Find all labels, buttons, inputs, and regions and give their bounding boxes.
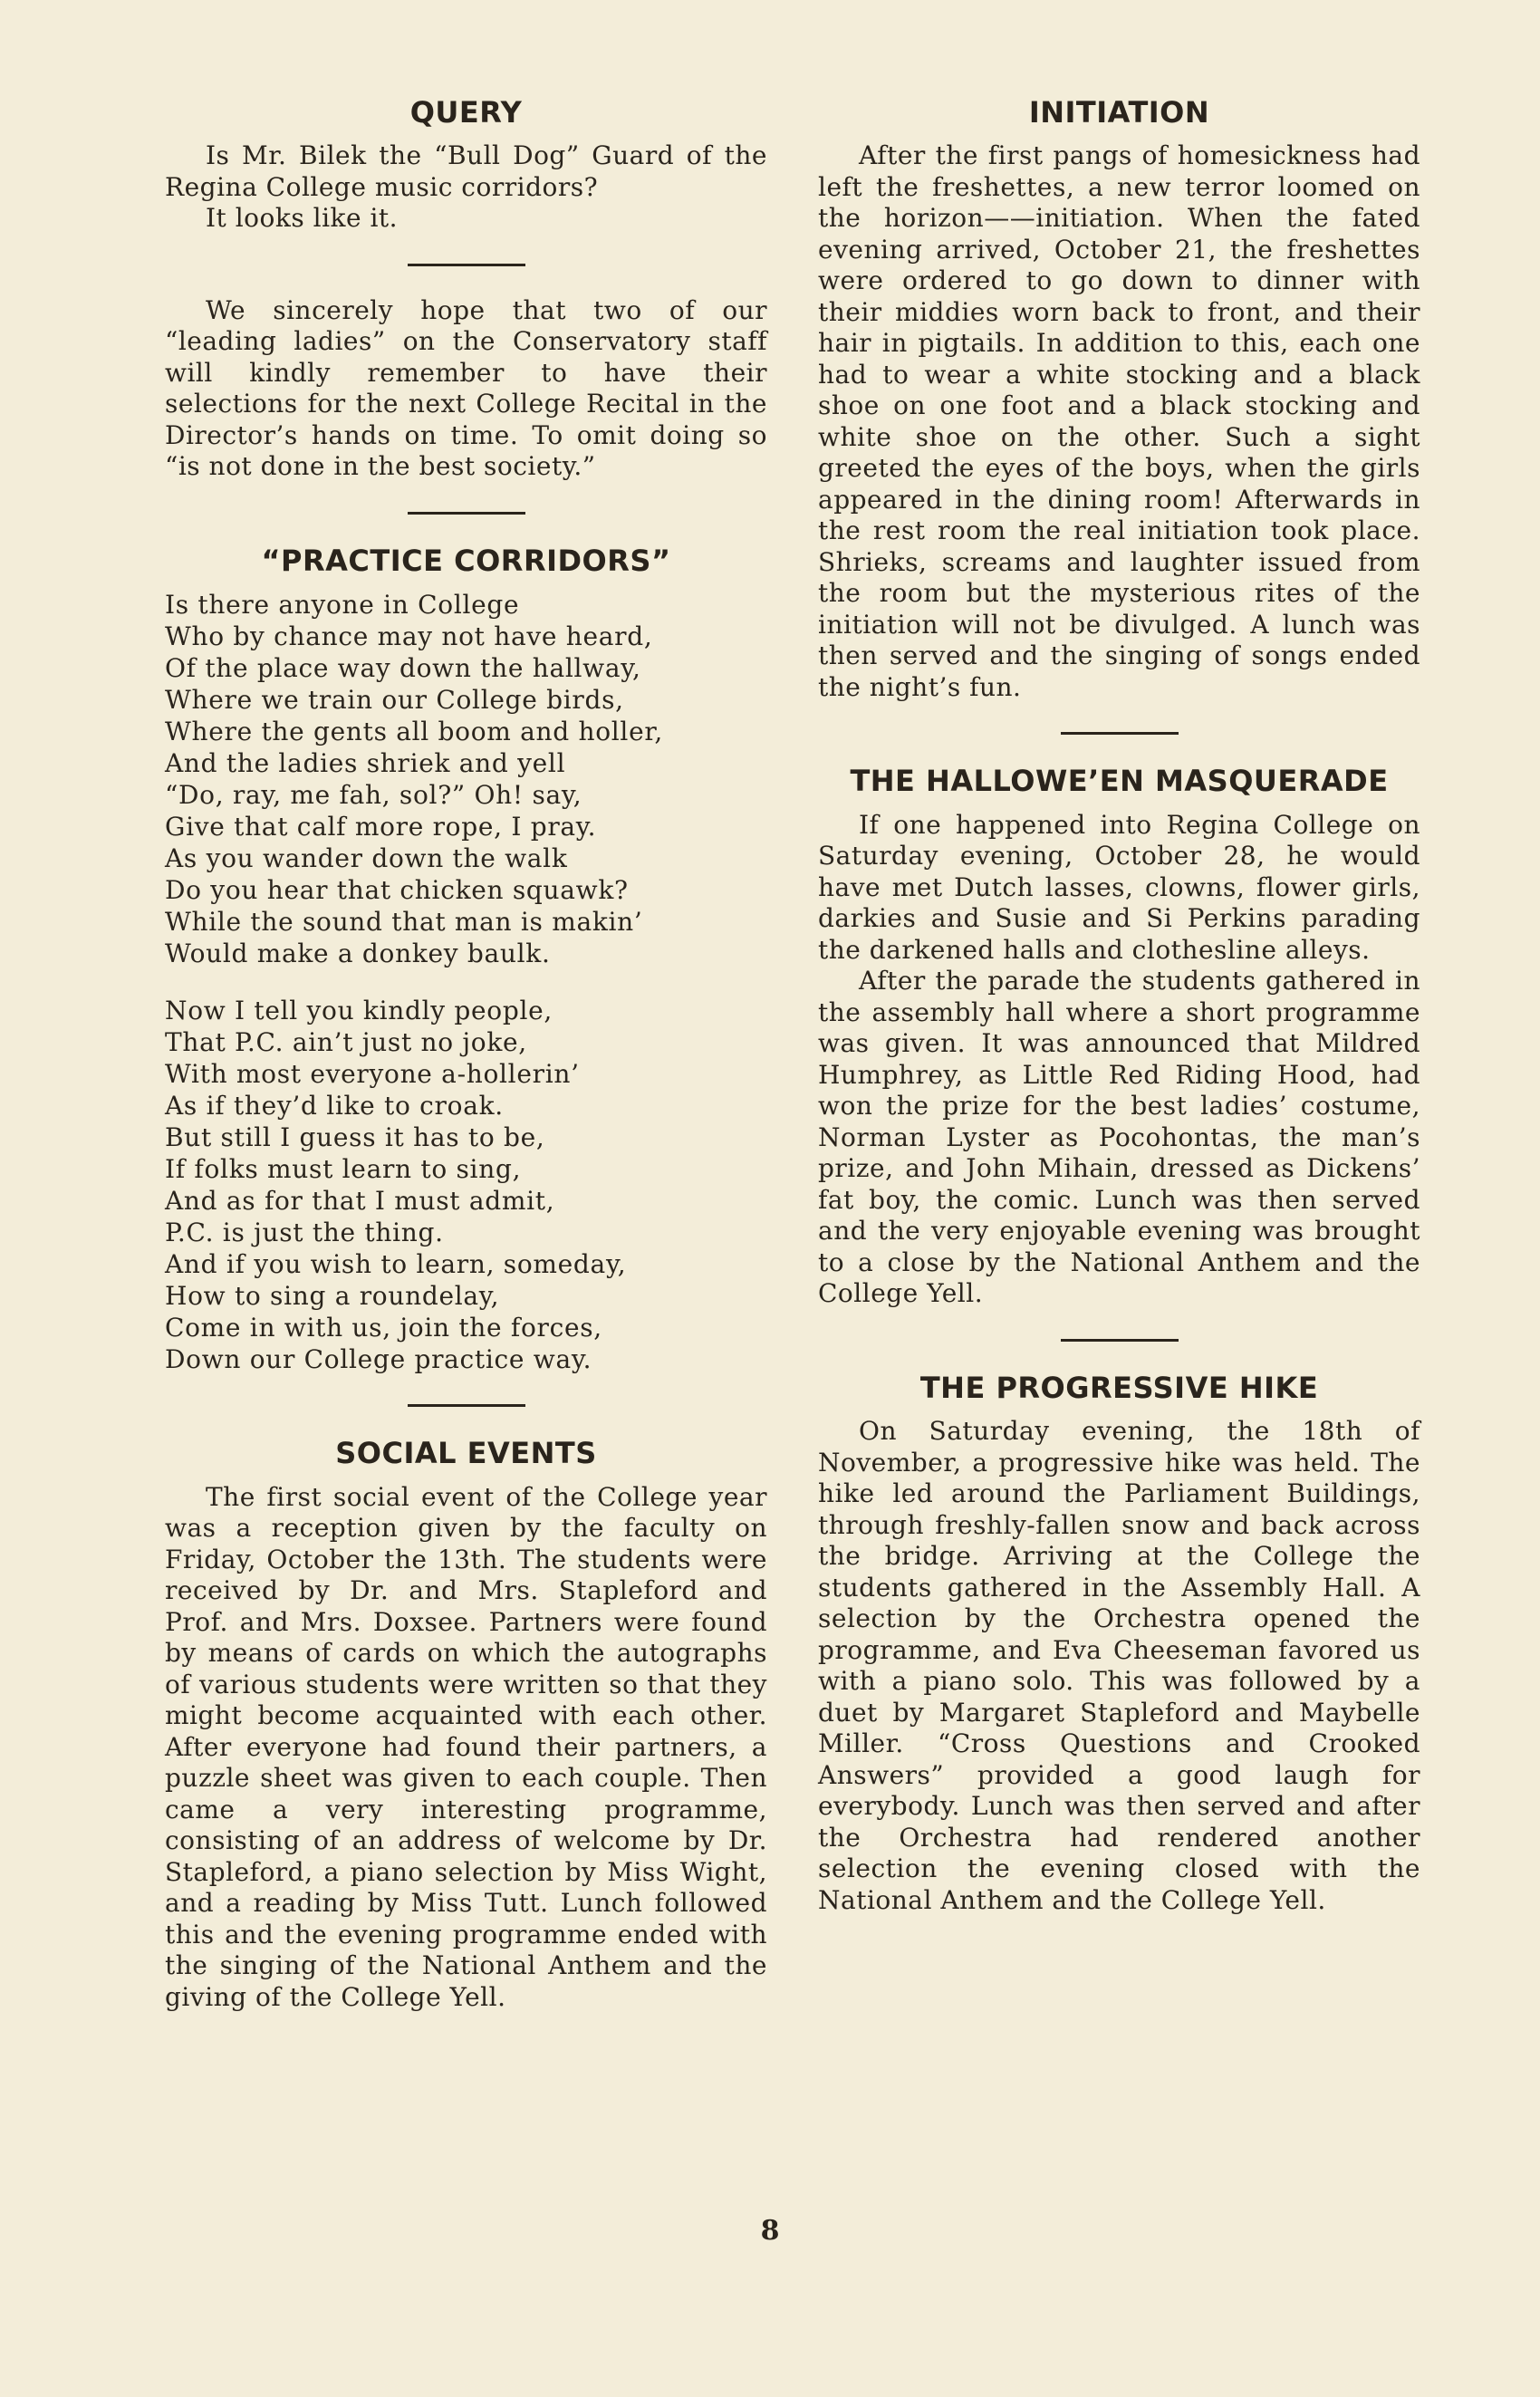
query-question: Is Mr. Bilek the “Bull Dog” Guard of the Regina College music corridors? — [165, 140, 767, 202]
section-divider — [1061, 1339, 1179, 1342]
poem-line: Would make a donkey baulk. — [165, 939, 551, 969]
poem-line: That P.C. ain’t just no joke, — [165, 1027, 527, 1058]
poem-line: Do you hear that chicken squawk? — [165, 875, 629, 906]
query-title: QUERY — [409, 95, 523, 130]
notice-section — [165, 295, 767, 483]
poem-line: Of the place way down the hallway, — [165, 653, 641, 684]
social-events-title: SOCIAL EVENTS — [335, 1436, 597, 1471]
initiation-section — [818, 95, 1420, 703]
social-events-paragraph: The first social event of the College year was a reception given by the faculty on Friday, October the 13th. The students were received by Dr. and Mrs. Stapleford and Prof. and Mrs. Doxsee. Partners were found by means of cards on which the autographs of various students were written so that they might become acquainted with each other. After everyone had found their partners, a puzzle sheet was given to each couple. Then came a very interesting programme, consisting of an address of welcome by Dr. Stapleford, a piano selection by Miss Wight, and a reading by Miss Tutt. Lunch followed this and the evening programme ended with the singing of the National Anthem and the giving of the College Yell. — [165, 1481, 767, 2012]
poem-line: How to sing a roundelay, — [165, 1281, 500, 1312]
notice-paragraph: We sincerely hope that two of our “leading ladies” on the Conservatory staff will kindly remember to have their selections for the next College Recital in the Director’s hands on time. To omit doing so “is not done in the best society.” — [165, 294, 767, 482]
hike-section — [818, 1371, 1420, 1916]
poem-line: But still I guess it has to be, — [165, 1122, 545, 1153]
poem-line: As you wander down the walk — [165, 843, 568, 874]
poem-line: Now I tell you kindly people, — [165, 996, 553, 1026]
hike-title: THE PROGRESSIVE HIKE — [919, 1370, 1319, 1405]
social-events-section — [165, 1436, 767, 2013]
poem-line: Where we train our College birds, — [165, 685, 624, 716]
initiation-title: INITIATION — [1028, 95, 1210, 130]
left-column — [165, 95, 767, 2013]
poem-line: And as for that I must admit, — [165, 1186, 555, 1217]
poem-stanza-2 — [165, 995, 767, 1375]
hike-paragraph: On Saturday evening, the 18th of November, a progressive hike was held. The hike led around the Parliament Buildings, through freshly-fallen snow and back across the bridge. Arriving at the College the students gathered in the Assembly Hall. A selection by the Orchestra opened the programme, and Eva Cheeseman favored us with a piano solo. This was followed by a duet by Margaret Stapleford and Maybelle Miller. “Cross Questions and Crooked Answers” provided a good laugh for everybody. Lunch was then served and after the Orchestra had rendered another selection the evening closed with the National Anthem and the College Yell. — [818, 1416, 1420, 1915]
section-divider — [408, 512, 525, 515]
poem-line: Where the gents all boom and holler, — [165, 717, 663, 747]
section-divider — [408, 264, 525, 266]
poem-line: And if you wish to learn, someday, — [165, 1249, 627, 1280]
poem-line: Come in with us, join the forces, — [165, 1313, 602, 1343]
practice-corridors-title: “PRACTICE CORRIDORS” — [261, 543, 671, 578]
section-divider — [408, 1404, 525, 1407]
poem-stanza-1 — [165, 589, 767, 969]
poem-line: “Do, ray, me fah, sol?” Oh! say, — [165, 780, 582, 811]
poem-line: Give that calf more rope, I pray. — [165, 812, 597, 842]
initiation-paragraph: After the first pangs of homesickness had left the freshettes, a new terror loomed on the horizon——initiation. When the fated evening arrived, October 21, the freshettes were ordered to go down to dinner with their middies worn back to front, and their hair in pigtails. In addition to this, each one had to wear a white stocking and a black shoe on one foot and a black stocking and white shoe on the other. Such a sight greeted the eyes of the boys, when the girls appeared in the dining room! Afterwards in the rest room the real initiation took place. Shrieks, screams and laughter issued from the room but the mysterious rites of the initiation will not be divulged. A lunch was then served and the singing of songs ended the night’s fun. — [818, 140, 1420, 702]
halloween-paragraph-2: After the parade the students gathered in the assembly hall where a short programme was given. It was announced that Mildred Humphrey, as Little Red Riding Hood, had won the prize for the best ladies’ costume, Norman Lyster as Pocohontas, the man’s prize, and John Mihain, dressed as Dickens’ fat boy, the comic. Lunch was then served and the very enjoyable evening was brought to a close by the National Anthem and the College Yell. — [818, 966, 1420, 1309]
halloween-section — [818, 764, 1420, 1309]
right-column — [818, 95, 1420, 1916]
poem-line: Down our College practice way. — [165, 1344, 592, 1375]
query-answer: It looks like it. — [206, 203, 399, 234]
poem-line: While the sound that man is makin’ — [165, 907, 643, 938]
poem-line: Who by chance may not have heard, — [165, 621, 653, 652]
practice-corridors-section — [165, 544, 767, 1375]
section-divider — [1061, 732, 1179, 735]
poem-line: And the ladies shriek and yell — [165, 748, 566, 779]
halloween-paragraph-1: If one happened into Regina College on Saturday evening, October 28, he would have met Dutch lasses, clowns, flower girls, darkies and Susie and Si Perkins parading the darkened halls and clothesline alleys. — [818, 809, 1420, 965]
query-section — [165, 95, 767, 235]
poem-line: P.C. is just the thing. — [165, 1218, 444, 1248]
poem-line: If folks must learn to sing, — [165, 1154, 522, 1185]
page-number: 8 — [760, 2215, 780, 2247]
poem-line: Is there anyone in College — [165, 590, 520, 621]
poem-line: With most everyone a-hollerin’ — [165, 1059, 580, 1090]
poem-line: As if they’d like to croak. — [165, 1091, 504, 1121]
halloween-title: THE HALLOWE’EN MASQUERADE — [850, 764, 1389, 799]
